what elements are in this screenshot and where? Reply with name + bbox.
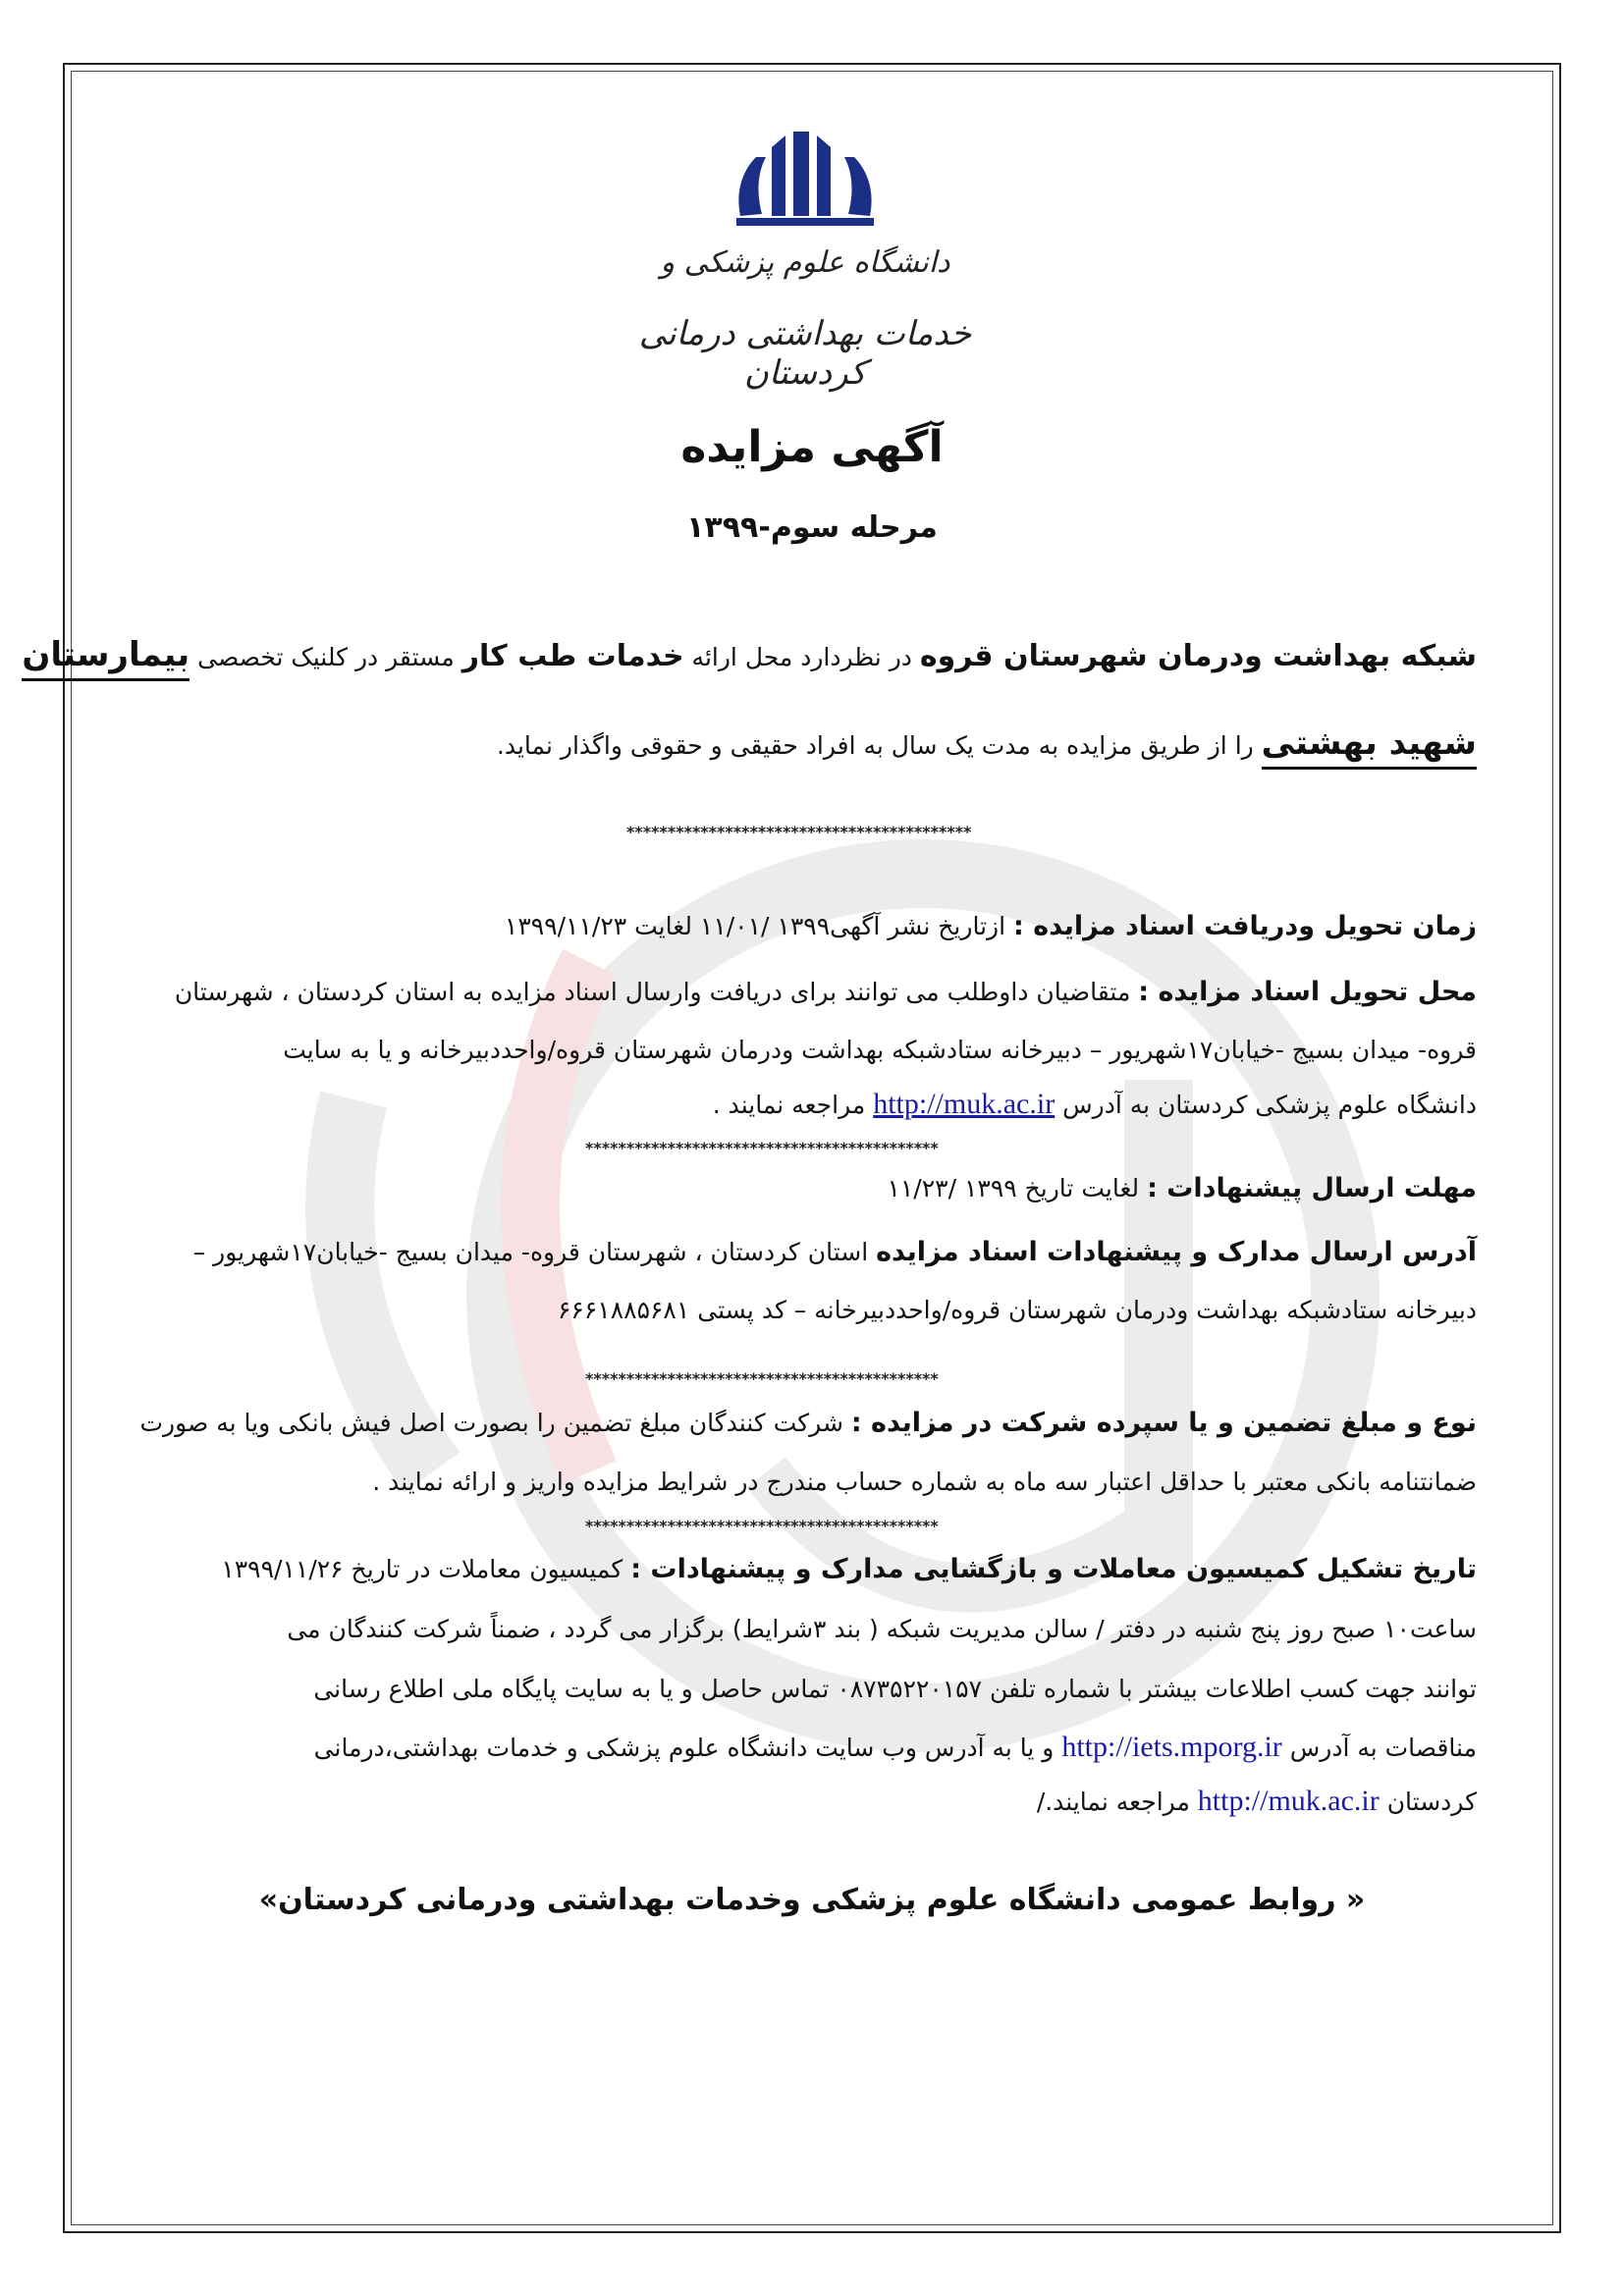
intro-line2 (496, 723, 1477, 763)
page-subtitle: مرحله سوم-۱۳۹۹ (686, 510, 938, 545)
commission-text5a: کردستان (1379, 1788, 1477, 1816)
address-line2: دبیرخانه ستادشبکه بهداشت ودرمان شهرستان قروه/واحددبیرخانه – کد پستی ۶۶۶۱۸۸۵۶۸۱ (558, 1296, 1477, 1324)
muk-link-2[interactable]: http://muk.ac.ir (1197, 1785, 1380, 1817)
muk-link-1[interactable]: http://muk.ac.ir (873, 1088, 1056, 1120)
commission-line3: توانند جهت کسب اطلاعات بیشتر با شماره تلفن ۰۸۷۳۵۲۲۰۱۵۷ تماس حاصل و یا به سایت پایگاه ملی اطلاع رسانی (313, 1675, 1477, 1703)
intro-text3: را از طریق مزایده به مدت یک سال به افراد حقیقی و حقوقی واگذار نماید. (496, 731, 1262, 760)
intro-text1: در نظردارد محل ارائه (683, 643, 920, 671)
place-label: محل تحویل اسناد مزایده : (1138, 977, 1477, 1007)
logo-text-line1: دانشگاه علوم پزشکی و (660, 245, 950, 280)
guarantee-text1: شرکت کنندگان مبلغ تضمین را بصورت اصل فیش بانکی ویا به صورت (139, 1409, 851, 1437)
separator-2: ******************************************* (585, 1139, 939, 1157)
university-logo (628, 128, 982, 393)
guarantee-line2: ضمانتنامه بانکی معتبر با حداقل اعتبار سه ماه به شماره حساب مندرج در شرایط مزایده واریز و ارائه نمایند . (372, 1468, 1477, 1496)
address-text1: استان کردستان ، شهرستان قروه- میدان بسیج -خیابان۱۷شهریور – (192, 1238, 877, 1266)
separator-1: ****************************************** (626, 823, 972, 841)
separator-3: ******************************************* (585, 1369, 939, 1388)
commission-line4 (314, 1733, 1477, 1762)
place-text1: متقاضیان داوطلب می توانند برای دریافت وارسال اسناد مزایده به استان کردستان ، شهرستان (174, 978, 1139, 1006)
place-line2: قروه- میدان بسیج -خیابان۱۷شهریور – دبیرخانه ستادشبکه بهداشت ودرمان شهرستان قروه/واحددبیرخانه و یا به سایت (283, 1036, 1477, 1064)
guarantee-line1 (140, 1410, 1477, 1436)
guarantee-label: نوع و مبلغ تضمین و یا سپرده شرکت در مزایده : (850, 1408, 1477, 1438)
separator-4: ******************************************* (585, 1517, 939, 1535)
footer-signature: « روابط عمومی دانشگاه علوم پزشکی وخدمات بهداشتی ودرمانی کردستان» (258, 1883, 1366, 1917)
time-line (505, 913, 1477, 939)
intro-org: شبکه بهداشت ودرمان شهرستان قروه (919, 639, 1477, 673)
intro-line1 (22, 635, 1477, 674)
intro-service: خدمات طب کار (461, 639, 684, 673)
deadline-line (887, 1175, 1477, 1201)
commission-text4a: مناقصات به آدرس (1281, 1734, 1477, 1762)
commission-line2: ساعت۱۰ صبح روز پنج شنبه در دفتر / سالن مدیریت شبکه ( بند ۳شرایط) برگزار می گردد ، ضمناً شرکت کنندگان می (287, 1615, 1477, 1643)
address-label: آدرس ارسال مدارک و پیشنهادات اسناد مزایده (876, 1237, 1477, 1267)
deadline-label: مهلت ارسال پیشنهادات : (1147, 1173, 1477, 1203)
intro-text2: مستقر در کلنیک تخصصی (189, 643, 462, 671)
intro-hospital: بیمارستان (22, 635, 189, 681)
deadline-text: لغایت تاریخ ۱۳۹۹ /۱۱/۲۳ (887, 1174, 1148, 1202)
page-title: آگهی مزایده (680, 422, 944, 472)
place-text3b: مراجعه نمایند . (712, 1091, 874, 1119)
iets-link[interactable]: http://iets.mporg.ir (1061, 1731, 1282, 1763)
place-text3a: دانشگاه علوم پزشکی کردستان به آدرس (1055, 1091, 1477, 1119)
commission-text5b: مراجعه نمایند./ (1036, 1788, 1198, 1816)
intro-hospital-name: شهید بهشتی (1262, 723, 1477, 770)
commission-text4b: و یا به آدرس وب سایت دانشگاه علوم پزشکی و خدمات بهداشتی،درمانی (313, 1734, 1062, 1762)
address-line1 (193, 1239, 1477, 1265)
place-line1 (175, 979, 1477, 1005)
commission-label: تاریخ تشکیل کمیسیون معاملات و بازگشایی مدارک و پیشنهادات : (630, 1554, 1477, 1584)
logo-text-line2: خدمات بهداشتی درمانی کردستان (638, 314, 972, 393)
place-line3 (713, 1090, 1477, 1119)
logo-emblem-icon (727, 128, 884, 236)
commission-text1: کمیسیون معاملات در تاریخ ۱۳۹۹/۱۱/۲۶ (221, 1555, 631, 1583)
commission-line5 (1037, 1787, 1477, 1816)
time-label: زمان تحویل ودریافت اسناد مزایده : (1013, 911, 1477, 941)
time-text: ازتاریخ نشر آگهی۱۳۹۹ /۱۱/۰۱ لغایت ۱۳۹۹/۱۱/۲۳ (504, 912, 1013, 940)
commission-line1 (221, 1556, 1477, 1582)
